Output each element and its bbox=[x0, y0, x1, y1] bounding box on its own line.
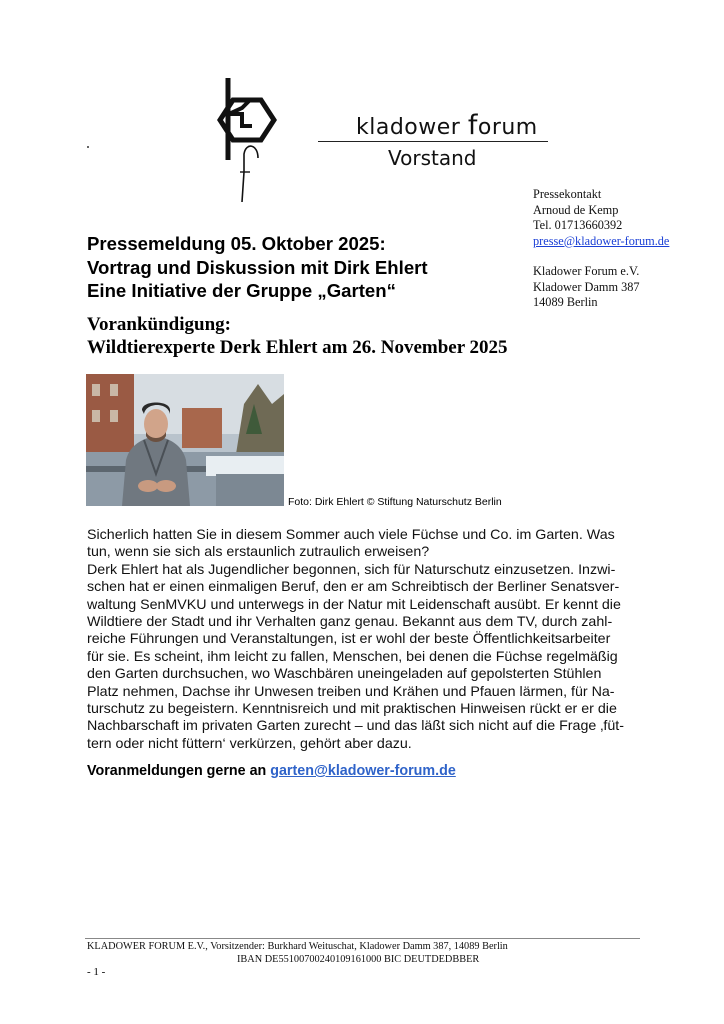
contact-org: Kladower Forum e.V. bbox=[533, 264, 640, 278]
footer-address: KLADOWER FORUM E.V., Vorsitzender: Burkhard Weituschat, Kladower Damm 387, 14089 Berlin bbox=[87, 941, 508, 952]
press-headline bbox=[87, 232, 428, 303]
contact-spacer bbox=[533, 249, 669, 264]
contact-city: 14089 Berlin bbox=[533, 295, 598, 309]
body-text bbox=[87, 527, 661, 753]
body-line: Derk Ehlert hat als Jugendlicher begonnen, sich für Naturschutz einzusetzen. Inzwi- bbox=[87, 561, 616, 578]
contact-street: Kladower Damm 387 bbox=[533, 279, 640, 294]
body-line: Nachbarschaft im privaten Garten zurecht – und das läßt sich nicht auf die Frage ‚füt- bbox=[87, 718, 625, 735]
brand-name-part: orum bbox=[477, 115, 538, 140]
footer-divider bbox=[85, 938, 640, 939]
headline-line: Eine Initiative der Gruppe „Garten“ bbox=[87, 280, 396, 301]
brand-name-part: k bbox=[356, 115, 370, 140]
speaker-photo bbox=[86, 374, 284, 506]
body-line: tun, wenn sie sich als erstaunlich zutraulich erweisen? bbox=[87, 544, 430, 561]
contact-email-link[interactable]: presse@kladower-forum.de bbox=[533, 233, 670, 248]
footer-bank: IBAN DE55100700240109161000 BIC DEUTDEDBBER bbox=[237, 954, 480, 965]
announcement-heading bbox=[87, 313, 508, 359]
body-line: Sicherlich hatten Sie in diesem Sommer auch viele Füchse und Co. im Garten. Was bbox=[87, 527, 615, 543]
registration-email-link[interactable]: garten@kladower-forum.de bbox=[270, 763, 456, 779]
body-line: reiche Führungen und Veranstaltungen, ist er wohl der beste Öffentlichkeitsarbeiter bbox=[87, 631, 611, 648]
brand-name-part: f bbox=[467, 110, 478, 141]
registration-note bbox=[87, 763, 456, 779]
body-line: den Garten durchsuchen, wo Waschbären uneingeladen auf gepolsterten Stühlen bbox=[87, 666, 602, 683]
brand-subtitle: Vorstand bbox=[388, 146, 477, 170]
contact-label: Pressekontakt bbox=[533, 187, 602, 201]
kladower-forum-logo-icon bbox=[206, 74, 286, 204]
footer bbox=[87, 940, 508, 966]
brand-name bbox=[356, 110, 538, 141]
page-number: - 1 - bbox=[87, 966, 106, 978]
body-line: turschutz zu begeistern. Kenntnisreich und mit praktischen Hinweisen rückt er er die bbox=[87, 701, 617, 718]
photo-caption: Foto: Dirk Ehlert © Stiftung Naturschutz Berlin bbox=[288, 496, 502, 508]
body-line: für sie. Es scheint, ihm leicht zu fallen, Menschen, bei denen die Füchse regelmäßig bbox=[87, 648, 618, 665]
body-line: waltung SenMVKU und unterwegs in der Natur mit Leidenschaft ausübt. Er kennt die bbox=[87, 596, 621, 613]
headline-line: Vortrag und Diskussion mit Dirk Ehlert bbox=[87, 256, 428, 278]
brand-name-part: ladower bbox=[369, 115, 468, 140]
announcement-line: Vorankündigung: bbox=[87, 314, 231, 335]
body-line: Wildtiere der Stadt und ihr Verhalten ganz genau. Bekannt aus dem TV, durch zahl- bbox=[87, 614, 613, 631]
contact-name: Arnoud de Kemp bbox=[533, 202, 619, 217]
registration-label: Voranmeldungen gerne an bbox=[87, 763, 271, 779]
body-line: tern oder nicht füttern‘ verkürzen, gehört aber dazu. bbox=[87, 735, 412, 752]
body-line: Platz nehmen, Dachse ihr Unwesen treiben und Krähen und Pfauen lärmen, für Na- bbox=[87, 683, 615, 700]
press-contact bbox=[533, 187, 669, 311]
announcement-line: Wildtierexperte Derk Ehlert am 26. November 2025 bbox=[87, 337, 508, 358]
contact-phone: Tel. 01713660392 bbox=[533, 218, 623, 232]
headline-line: Pressemeldung 05. Oktober 2025: bbox=[87, 233, 386, 254]
decorative-dot bbox=[87, 146, 89, 148]
brand-divider bbox=[318, 141, 548, 142]
body-line: schen hat er einen einmaligen Beruf, den er am Schreibtisch der Berliner Senatsver- bbox=[87, 579, 620, 596]
